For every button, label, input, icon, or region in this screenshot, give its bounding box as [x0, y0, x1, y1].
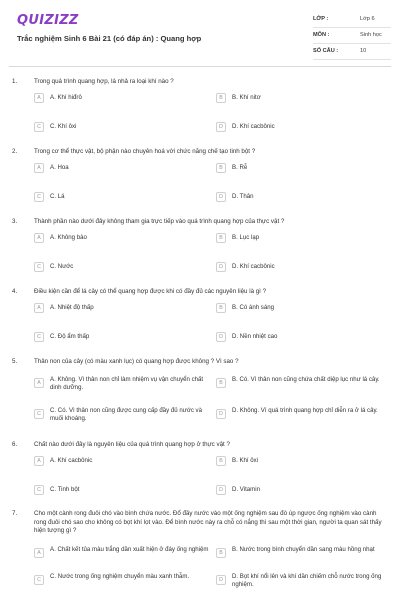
option-text: A. Hoa [50, 164, 69, 171]
question-number: 5. [12, 358, 18, 365]
option-text: A. Khí cacbônic [50, 457, 93, 464]
question-text: Thân non của cây (có màu xanh lục) có quang hợp được không ? Vì sao ? [34, 358, 239, 365]
option-text: C. Khí ôxi [50, 123, 77, 130]
worksheet-title: Trắc nghiệm Sinh 6 Bài 21 (có đáp án) : Quang hợp [17, 34, 202, 43]
option-letter-box: B [216, 378, 226, 388]
info-row-grade [313, 12, 391, 28]
option-letter-box: D [216, 575, 226, 585]
option-text: B. Lục lạp [232, 234, 260, 241]
option-text: C. Nước trong ống nghiệm chuyển màu xanh thẫm. [50, 573, 190, 580]
option-letter-box: A [34, 548, 44, 558]
option-text: D. Vitamin [232, 486, 260, 493]
option-letter-box: A [34, 163, 44, 173]
option-letter-box: D [216, 485, 226, 495]
option-letter-box: B [216, 163, 226, 173]
option-letter-box: C [34, 409, 44, 419]
option-text: C. Độ ẩm thấp [50, 333, 90, 340]
option-text: B. Khí nitơ [232, 94, 261, 101]
worksheet-info [313, 12, 391, 60]
option-letter-box: A [34, 233, 44, 243]
option-letter-box: B [216, 233, 226, 243]
option-text: C. Nước [50, 263, 74, 270]
option-letter-box: D [216, 122, 226, 132]
question-text: Trong cơ thể thực vật, bộ phận nào chuyên hoá với chức năng chế tạo tinh bột ? [34, 148, 256, 155]
option-letter-box: C [34, 485, 44, 495]
question-text: Thành phần nào dưới đây không tham gia trực tiếp vào quá trình quang hợp của thực vật ? [34, 218, 285, 225]
info-key: MÔN : [313, 32, 330, 38]
info-key: SỐ CÂU : [313, 48, 339, 54]
option-letter-box: D [216, 332, 226, 342]
option-text: B. Khí ôxi [232, 457, 259, 464]
info-key: LỚP : [313, 16, 329, 22]
option-text: A. Không bào [50, 234, 87, 241]
option-text: C. Tinh bột [50, 486, 80, 493]
option-letter-box: C [34, 192, 44, 202]
option-text: A. Chất kết tủa màu trắng dần xuất hiện ở đáy ống nghiệm [50, 546, 209, 553]
option-letter-box: D [216, 192, 226, 202]
header-divider [9, 66, 391, 67]
option-text: D. Bọt khí nổi lên và khí dần chiếm chỗ nước trong ống nghiệm. [232, 573, 382, 589]
question-text: Chất nào dưới đây là nguyên liệu của quá trình quang hợp ở thực vật ? [34, 441, 230, 448]
option-letter-box: B [216, 303, 226, 313]
question-text: Cho một cành rong đuôi chó vào bình chứa nước. Đổ đầy nước vào một ống nghiệm sau đó úp ngược ống nghiệm vào cành rong đuôi chó sao cho không có bọt khí lọt vào. Để bình nước này ra chỗ có nắng thì sau một thời gian, người ta quan sát thấy hiện tượng gì ? [34, 510, 382, 535]
option-letter-box: C [34, 122, 44, 132]
option-letter-box: C [34, 262, 44, 272]
worksheet-header [0, 0, 400, 66]
option-letter-box: A [34, 378, 44, 388]
option-letter-box: D [216, 409, 226, 419]
option-letter-box: B [216, 93, 226, 103]
option-letter-box: B [216, 456, 226, 466]
option-text: D. Khí cacbônic [232, 263, 275, 270]
option-text: B. Có. Vì thân non cũng chứa chất diệp lục như lá cây. [232, 376, 380, 383]
option-text: B. Có ánh sáng [232, 304, 275, 311]
info-value: 10 [360, 48, 367, 54]
option-letter-box: B [216, 548, 226, 558]
option-text: D. Không. Vì quá trình quang hợp chỉ diễn ra ở lá cây. [232, 407, 378, 414]
option-letter-box: A [34, 93, 44, 103]
option-text: B. Nước trong bình chuyển dần sang màu hồng nhạt [232, 546, 375, 553]
question-text: Trong quá trình quang hợp, lá nhả ra loại khí nào ? [34, 78, 174, 85]
info-value: Lớp 6 [360, 16, 375, 22]
option-letter-box: C [34, 575, 44, 585]
question-number: 1. [12, 78, 18, 85]
option-text: D. Khí cacbônic [232, 123, 275, 130]
option-text: A. Nhiệt độ thấp [50, 304, 94, 311]
quizizz-logo: QUIZIZZ [17, 13, 79, 28]
option-text: D. Thân [232, 193, 254, 200]
info-row-subject [313, 28, 391, 44]
option-letter-box: A [34, 456, 44, 466]
option-text: A. Không. Vì thân non chỉ làm nhiệm vụ vận chuyển chất dinh dưỡng. [50, 376, 204, 392]
question-number: 4. [12, 288, 18, 295]
info-value: Sinh học [360, 32, 382, 38]
info-row-question-count [313, 44, 391, 60]
option-text: C. Có. Vì thân non cũng được cung cấp đầy đủ nước và muối khoáng. [50, 407, 202, 423]
option-text: C. Lá [50, 193, 65, 200]
option-text: A. Khí hiđrô [50, 94, 82, 101]
question-number: 2. [12, 148, 18, 155]
option-letter-box: A [34, 303, 44, 313]
option-text: B. Rễ [232, 164, 248, 171]
question-number: 6. [12, 441, 18, 448]
question-number: 3. [12, 218, 18, 225]
option-text: D. Nền nhiệt cao [232, 333, 278, 340]
question-text: Điều kiện cần để lá cây có thể quang hợp được khi có đầy đủ các nguyên liệu là gì ? [34, 288, 267, 295]
option-letter-box: C [34, 332, 44, 342]
question-number: 7. [12, 510, 18, 517]
option-letter-box: D [216, 262, 226, 272]
